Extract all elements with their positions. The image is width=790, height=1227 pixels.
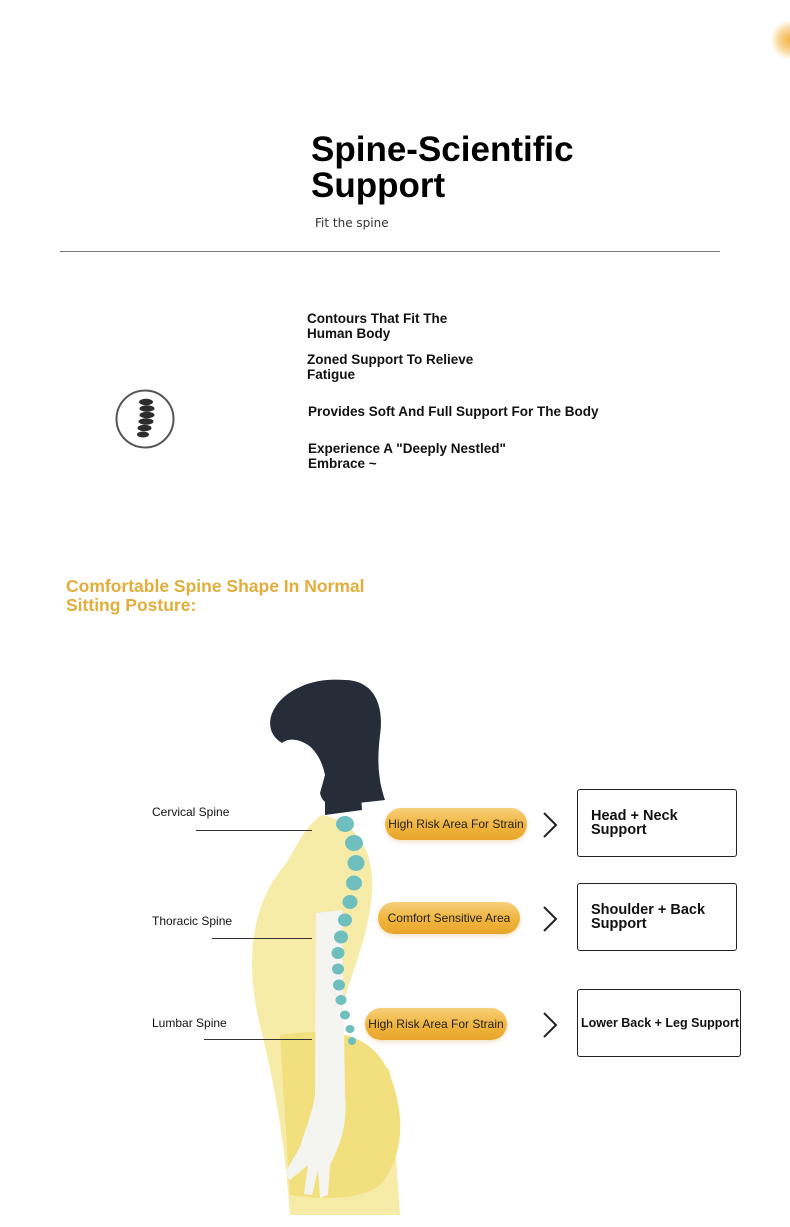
seated-figure-illustration xyxy=(230,675,420,1215)
zone-2-support-box xyxy=(577,883,737,951)
thoracic-spine-label: Thoracic Spine xyxy=(152,914,233,928)
chevron-right-icon xyxy=(541,1010,559,1040)
chevron-right-icon xyxy=(541,904,559,934)
feature-embrace: Experience A "Deeply Nestled" Embrace ~ xyxy=(308,441,506,471)
cervical-spine-label: Cervical Spine xyxy=(152,805,230,819)
neck-shape xyxy=(325,783,362,815)
zone-3-support-label: Lower Back + Leg Support xyxy=(581,1016,740,1030)
spine-icon xyxy=(115,389,175,449)
corner-glow xyxy=(770,20,790,60)
cervical-leader-line xyxy=(196,830,312,831)
section-title: Comfortable Spine Shape In Normal Sitting Posture: xyxy=(66,576,365,615)
zone-1-support-label: Head + Neck Support xyxy=(591,808,678,838)
zone-1-area-pill: High Risk Area For Strain xyxy=(385,808,527,840)
feature-zoned-support: Zoned Support To Relieve Fatigue xyxy=(307,352,474,382)
lumbar-spine-label: Lumbar Spine xyxy=(152,1016,227,1030)
zone-2-support-label: Shoulder + Back Support xyxy=(591,902,706,932)
zone-3-area-pill: High Risk Area For Strain xyxy=(365,1008,507,1040)
zone-2-area-pill: Comfort Sensitive Area xyxy=(378,902,520,934)
feature-contours: Contours That Fit The Human Body xyxy=(307,311,448,341)
chevron-right-icon xyxy=(541,810,559,840)
zone-1-support-box xyxy=(577,789,737,857)
page-subtitle: Fit the spine xyxy=(315,216,389,230)
feature-soft-support: Provides Soft And Full Support For The Body xyxy=(308,404,599,419)
header-divider xyxy=(60,251,720,252)
page-title: Spine-Scientific Support xyxy=(311,130,574,205)
thoracic-leader-line xyxy=(212,938,312,939)
zone-3-support-box xyxy=(577,989,741,1057)
lumbar-leader-line xyxy=(204,1039,312,1040)
